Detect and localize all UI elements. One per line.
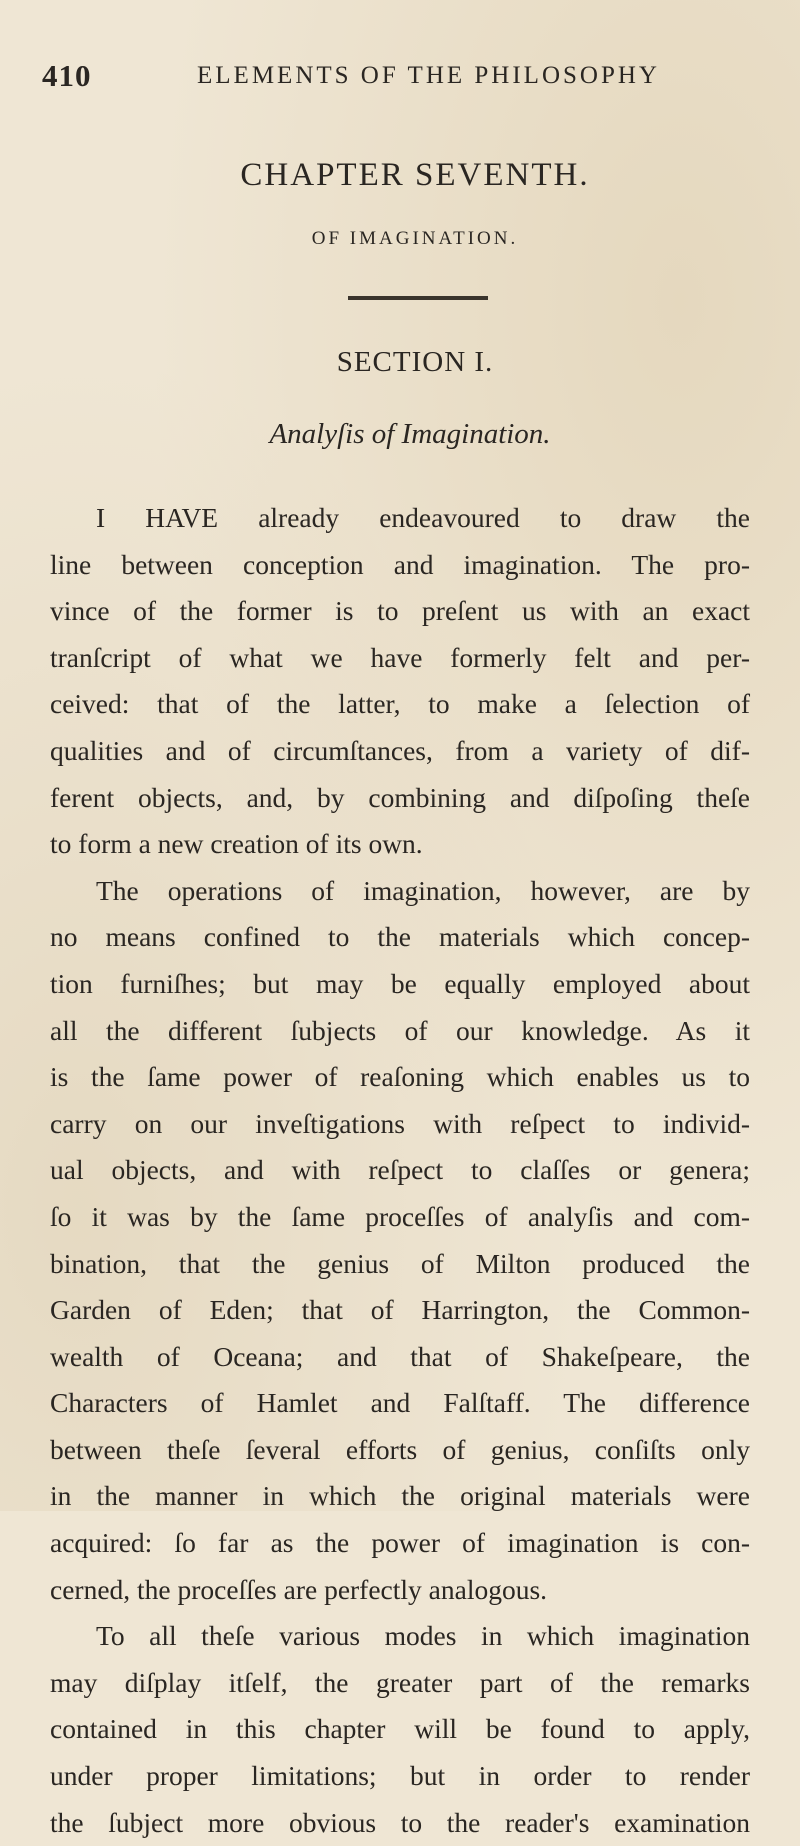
text-line: bination, that the genius of Milton produced the — [50, 1247, 750, 1279]
text-line: between theſe ſeveral efforts of genius, conſiſts only — [50, 1433, 750, 1465]
text-line: contained in this chapter will be found to apply, — [50, 1713, 750, 1745]
text-line: The operations of imagination, however, are by — [96, 874, 750, 906]
text-line: carry on our inveſtigations with reſpect to individ- — [50, 1107, 750, 1139]
text-line: to form a new creation of its own. — [50, 828, 423, 860]
text-line: cerned, the proceſſes are perfectly analogous. — [50, 1573, 548, 1605]
text-line: To all theſe various modes in which imagination — [96, 1620, 750, 1652]
text-line: no means confined to the materials which concep- — [50, 921, 750, 953]
text-line: tion furniſhes; but may be equally employed about — [50, 967, 750, 999]
running-title: ELEMENTS OF THE PHILOSOPHY — [197, 62, 660, 89]
text-line: ual objects, and with reſpect to claſſes or genera; — [50, 1154, 750, 1186]
text-line: ſo it was by the ſame proceſſes of analyſis and com- — [50, 1200, 750, 1232]
section-subtitle: Analyſis of Imagination. — [269, 418, 551, 450]
text-line: all the different ſubjects of our knowledge. As it — [50, 1014, 750, 1046]
text-line: qualities and of circumſtances, from a variety of dif- — [50, 734, 750, 766]
text-line: wealth of Oceana; and that of Shakeſpeare, the — [50, 1340, 750, 1372]
text-line: I HAVE already endeavoured to draw the — [96, 502, 750, 533]
chapter-title: CHAPTER SEVENTH. — [240, 157, 590, 193]
text-line: acquired: ſo far as the power of imagination is con- — [50, 1527, 750, 1559]
page-number: 410 — [42, 58, 92, 93]
text-line: Garden of Eden; that of Harrington, the Common- — [50, 1294, 750, 1326]
text-line: ceived: that of the latter, to make a ſelection of — [50, 688, 750, 720]
text-line: vince of the former is to preſent us with an exact — [50, 595, 750, 627]
text-line: under proper limitations; but in order to render — [50, 1760, 750, 1792]
text-line: tranſcript of what we have formerly felt and per- — [50, 641, 750, 673]
text-line: the ſubject more obvious to the reader's examination — [50, 1806, 750, 1838]
section-title: SECTION I. — [336, 346, 494, 378]
text-line: may diſplay itſelf, the greater part of the remarks — [50, 1666, 750, 1698]
text-line: Characters of Hamlet and Falſtaff. The difference — [50, 1387, 750, 1419]
text-line: ferent objects, and, by combining and diſpoſing theſe — [50, 781, 750, 813]
running-head — [42, 58, 762, 98]
text-line: is the ſame power of reaſoning which enables us to — [50, 1061, 750, 1093]
ornamental-rule — [348, 296, 488, 300]
body-text — [50, 495, 750, 1846]
chapter-subtitle: OF IMAGINATION. — [311, 228, 519, 249]
text-line: line between conception and imagination. The pro- — [50, 548, 750, 580]
text-line: in the manner in which the original materials were — [50, 1480, 750, 1512]
